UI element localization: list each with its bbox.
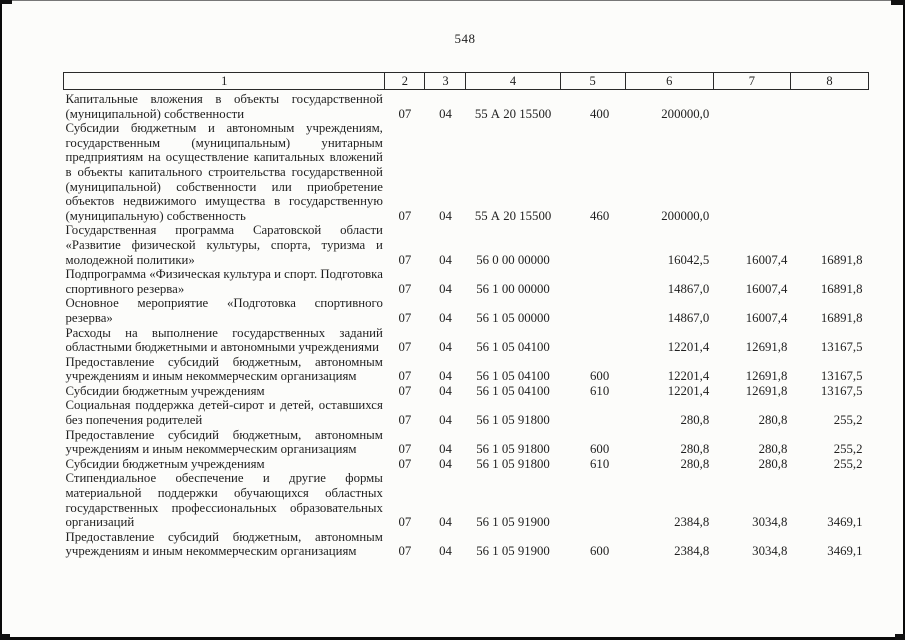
cell-col-6: 12201,4: [667, 340, 710, 355]
cell-col-8: 13167,5: [820, 383, 863, 398]
cell-col-7: 12691,8: [745, 340, 788, 355]
cell-col-3: 04: [439, 281, 452, 296]
cell-col-8: 255,2: [833, 442, 863, 457]
cell-col-2: 07: [398, 252, 412, 267]
cell-col-7: 12691,8: [745, 383, 788, 398]
cell-col-8: 255,2: [833, 413, 863, 428]
table-row: [64, 326, 869, 355]
cell-col-5: [560, 326, 625, 355]
cell-col-4: 56 1 05 00000: [476, 310, 550, 325]
cell-title: Социальная поддержка детей-сирот и детей, оставшихся без попечения родителей: [65, 398, 383, 428]
cell-col-7: 280,8: [758, 456, 788, 471]
scan-artifact: [0, 0, 12, 4]
cell-col-4: 56 1 05 04100: [476, 340, 550, 355]
cell-col-6: 280,8: [680, 456, 710, 471]
cell-col-2: 07: [398, 369, 412, 384]
cell-col-8: 16891,8: [820, 252, 863, 267]
cell-col-2: 07: [398, 106, 412, 121]
cell-title: Стипендиальное обеспечение и другие формы материальной поддержки обучающихся областных государственных профессиональных образовательных организаций: [65, 471, 383, 530]
table-row: [64, 223, 869, 267]
cell-col-5: [560, 296, 625, 325]
page-number: 548: [454, 31, 476, 46]
cell-col-5: [560, 471, 625, 529]
cell-col-8: 16891,8: [820, 310, 863, 325]
cell-col-7: 12691,8: [745, 369, 788, 384]
cell-col-3: 04: [439, 544, 452, 559]
scan-artifact: [891, 0, 905, 5]
scan-artifact: [895, 634, 905, 640]
cell-col-4: 56 1 05 91900: [476, 544, 550, 559]
cell-title: Капитальные вложения в объекты государственной (муниципальной) собственности: [65, 92, 383, 121]
cell-col-8: 13167,5: [820, 340, 863, 355]
cell-title: Предоставление субсидий бюджетным, автономным учреждениям и иным некоммерческим организациям: [65, 354, 383, 384]
cell-col-2: 07: [398, 340, 412, 355]
cell-col-6: 2384,8: [674, 515, 710, 530]
cell-col-2: 07: [398, 208, 412, 223]
cell-col-6: 16042,5: [667, 252, 710, 267]
cell-col-5: 400: [590, 106, 610, 121]
cell-col-7: 16007,4: [745, 310, 788, 325]
cell-col-6: 200000,0: [661, 208, 710, 223]
cell-col-5: [560, 267, 625, 296]
cell-col-8: [790, 121, 868, 223]
cell-col-8: 3469,1: [827, 544, 863, 559]
cell-col-2: 07: [398, 281, 412, 296]
cell-col-2: 07: [398, 442, 412, 457]
cell-col-3: 04: [439, 456, 452, 471]
table-row: [64, 384, 869, 399]
cell-col-4: 56 1 05 04100: [476, 383, 550, 398]
cell-col-8: 3469,1: [827, 515, 863, 530]
cell-col-8: 13167,5: [820, 369, 863, 384]
cell-col-5: [560, 223, 625, 267]
cell-col-5: 610: [590, 383, 610, 398]
cell-col-3: 04: [439, 369, 452, 384]
cell-title: Основное мероприятие «Подготовка спортивного резерва»: [65, 296, 383, 325]
cell-col-2: 07: [398, 310, 412, 325]
cell-col-3: 04: [439, 413, 452, 428]
column-header-6: 6: [625, 73, 713, 90]
table-row: [64, 267, 869, 296]
table-row: [64, 457, 869, 472]
table-row: [64, 530, 869, 559]
cell-col-7: 16007,4: [745, 281, 788, 296]
column-header-4: 4: [466, 73, 560, 90]
cell-col-3: 04: [439, 340, 452, 355]
cell-col-7: 3034,8: [752, 544, 788, 559]
cell-col-4: 56 1 05 04100: [476, 369, 550, 384]
cell-col-8: 255,2: [833, 456, 863, 471]
cell-title: Субсидии бюджетным и автономным учреждениям, государственным (муниципальным) унитарным предприятиям на осуществление капитальных вложений в объекты капитального строительства государственной (муниципальной) собственности или приобретение объектов недвижимого имущества в государственную (муниципальную) собственность: [65, 121, 383, 223]
cell-col-3: 04: [439, 383, 452, 398]
table-row: [64, 355, 869, 384]
table-row: [64, 121, 869, 223]
cell-col-7: [713, 90, 790, 122]
cell-col-7: [713, 121, 790, 223]
table-row: [64, 296, 869, 325]
cell-col-3: 04: [439, 252, 452, 267]
cell-title: Субсидии бюджетным учреждениям: [65, 456, 265, 471]
cell-col-6: 280,8: [680, 413, 710, 428]
cell-col-4: 55 А 20 15500: [474, 106, 552, 121]
table-header-row: [64, 73, 869, 90]
table-row: [64, 90, 869, 122]
cell-col-2: 07: [398, 515, 412, 530]
cell-col-6: 2384,8: [674, 544, 710, 559]
cell-col-7: 280,8: [758, 442, 788, 457]
cell-col-4: 56 1 05 91800: [476, 442, 550, 457]
cell-col-2: 07: [398, 413, 412, 428]
cell-col-8: 16891,8: [820, 281, 863, 296]
cell-col-3: 04: [439, 208, 452, 223]
cell-col-6: 14867,0: [667, 281, 710, 296]
column-header-1: 1: [64, 73, 385, 90]
column-header-2: 2: [385, 73, 425, 90]
table-row: [64, 398, 869, 427]
cell-col-4: 56 1 05 91800: [476, 456, 550, 471]
cell-col-2: 07: [398, 456, 412, 471]
cell-col-2: 07: [398, 383, 412, 398]
table-row: [64, 471, 869, 529]
cell-col-5: 610: [590, 456, 610, 471]
cell-col-6: 280,8: [680, 442, 710, 457]
cell-col-3: 04: [439, 515, 452, 530]
cell-col-7: 3034,8: [752, 515, 788, 530]
cell-col-7: 280,8: [758, 413, 788, 428]
cell-col-2: 07: [398, 544, 412, 559]
cell-title: Субсидии бюджетным учреждениям: [65, 383, 265, 398]
cell-col-6: 14867,0: [667, 310, 710, 325]
cell-title: Предоставление субсидий бюджетным, автономным учреждениям и иным некоммерческим организациям: [65, 427, 383, 457]
cell-title: Подпрограмма «Физическая культура и спорт. Подготовка спортивного резерва»: [65, 267, 383, 296]
column-header-7: 7: [713, 73, 790, 90]
cell-col-4: 55 А 20 15500: [474, 208, 552, 223]
cell-col-5: 600: [590, 369, 610, 384]
cell-col-7: 16007,4: [745, 252, 788, 267]
cell-col-8: [790, 90, 868, 122]
cell-col-4: 56 1 05 91800: [476, 413, 550, 428]
cell-col-4: 56 1 05 91900: [476, 515, 550, 530]
cell-col-6: 12201,4: [667, 369, 710, 384]
budget-table: [63, 72, 869, 559]
cell-title: Расходы на выполнение государственных заданий областными бюджетными и автономными учреждениями: [65, 325, 383, 355]
column-header-3: 3: [425, 73, 466, 90]
cell-col-3: 04: [439, 310, 452, 325]
cell-title: Государственная программа Саратовской области «Развитие физической культуры, спорта, туризма и молодежной политики»: [65, 223, 383, 267]
cell-col-5: 460: [590, 208, 610, 223]
cell-col-3: 04: [439, 442, 452, 457]
cell-col-6: 12201,4: [667, 383, 710, 398]
table-body: [64, 90, 869, 560]
cell-title: Предоставление субсидий бюджетным, автономным учреждениям и иным некоммерческим организациям: [65, 529, 383, 559]
scan-edge-top: [0, 0, 905, 1]
cell-col-3: 04: [439, 106, 452, 121]
scan-edge-left: [0, 0, 2, 640]
cell-col-5: [560, 398, 625, 427]
cell-col-6: 200000,0: [661, 106, 710, 121]
column-header-8: 8: [790, 73, 868, 90]
cell-col-5: 600: [590, 442, 610, 457]
cell-col-5: 600: [590, 544, 610, 559]
column-header-5: 5: [560, 73, 625, 90]
table-head: [64, 73, 869, 90]
cell-col-4: 56 1 00 00000: [476, 281, 550, 296]
table-row: [64, 428, 869, 457]
scan-artifact: [0, 634, 10, 640]
cell-col-4: 56 0 00 00000: [476, 252, 550, 267]
